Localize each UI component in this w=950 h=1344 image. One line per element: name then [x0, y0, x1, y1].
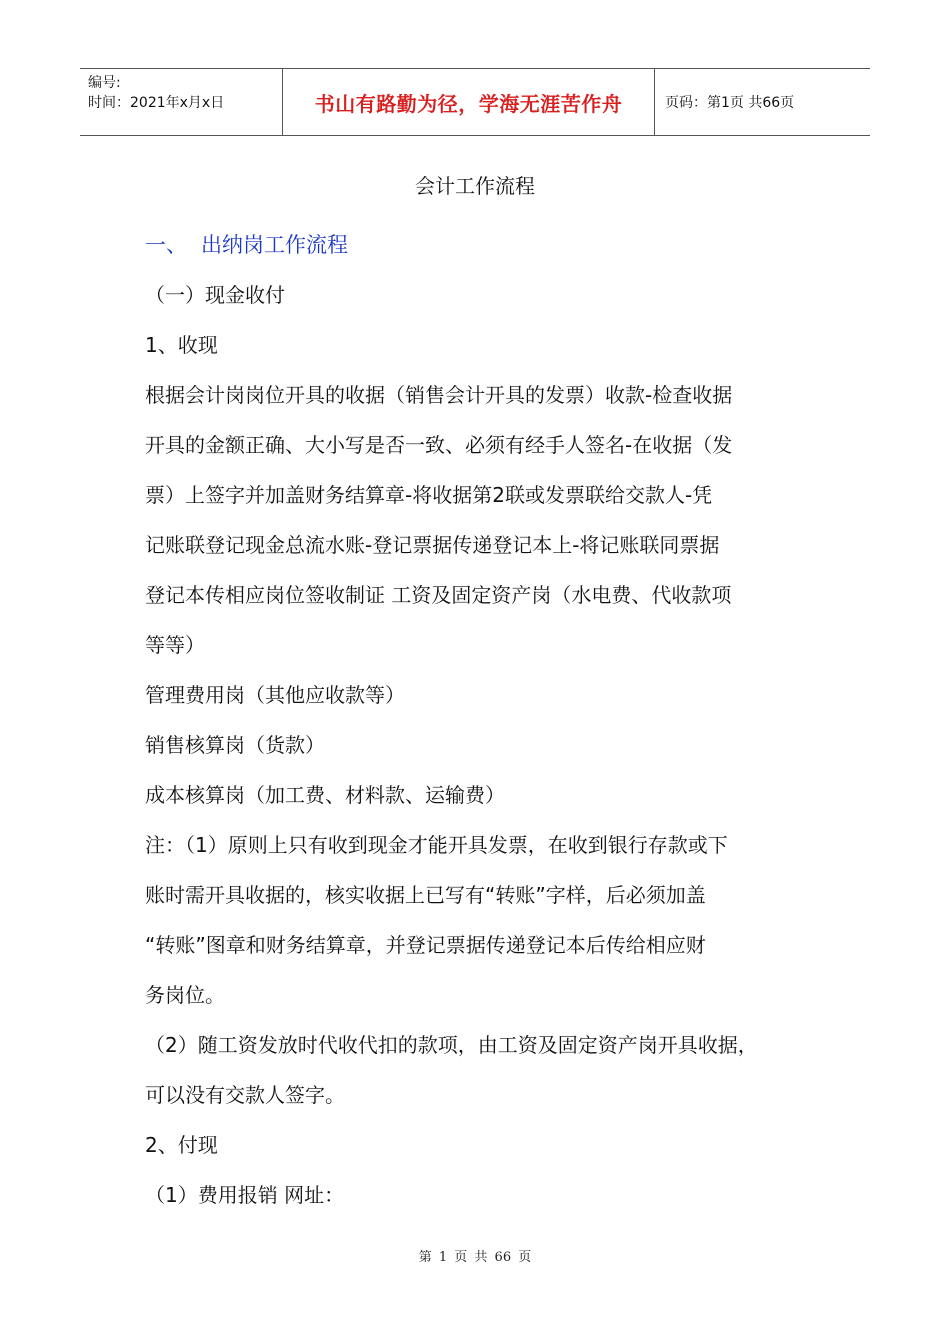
page-header	[80, 68, 870, 136]
paragraph-line: （1）费用报销 网址：	[145, 1183, 345, 1207]
page-footer: 第 1 页 共 66 页	[418, 1250, 532, 1265]
item-pay-cash: 2、付现	[145, 1133, 218, 1157]
document-body	[145, 220, 810, 1220]
subsection-cash: （一）现金收付	[145, 283, 285, 307]
paragraph-line: 根据会计岗岗位开具的收据（销售会计开具的发票）收款-检查收据	[145, 383, 733, 407]
item-receive-cash: 1、收现	[145, 333, 218, 357]
paragraph-line: 票）上签字并加盖财务结算章-将收据第2联或发票联给交款人-凭	[145, 483, 713, 507]
document-title: 会计工作流程	[415, 174, 535, 198]
header-meta	[80, 69, 282, 135]
note-line: （2）随工资发放时代收代扣的款项，由工资及固定资产岗开具收据，	[145, 1033, 758, 1057]
paragraph-line: 开具的金额正确、大小写是否一致、必须有经手人签名-在收据（发	[145, 433, 733, 457]
note-line: 务岗位。	[145, 983, 225, 1007]
paragraph-line: 成本核算岗（加工费、材料款、运输费）	[145, 783, 505, 807]
document-number-label: 编号:	[88, 75, 121, 91]
section-title: 出纳岗工作流程	[201, 233, 348, 257]
paragraph-line: 登记本传相应岗位签收制证 工资及固定资产岗（水电费、代收款项	[145, 583, 732, 607]
paragraph-line: 等等）	[145, 633, 205, 657]
note-line: 账时需开具收据的，核实收据上已写有“转账”字样，后必须加盖	[145, 883, 706, 907]
document-date: 时间：2021年x月x日	[88, 95, 225, 111]
section-number: 一、	[145, 233, 187, 257]
note-line: 注：（1）原则上只有收到现金才能开具发票，在收到银行存款或下	[145, 833, 728, 857]
section-heading	[145, 220, 810, 270]
header-page-cell	[655, 69, 870, 135]
header-motto: 书山有路勤为径，学海无涯苦作舟	[314, 91, 623, 116]
paragraph-line: 记账联登记现金总流水账-登记票据传递登记本上-将记账联同票据	[145, 533, 720, 557]
paragraph-line: 销售核算岗（货款）	[145, 733, 325, 757]
header-motto-cell	[282, 69, 655, 135]
note-line: 可以没有交款人签字。	[145, 1083, 345, 1107]
header-page-info: 页码：第1页 共66页	[665, 95, 795, 111]
note-line: “转账”图章和财务结算章，并登记票据传递登记本后传给相应财	[145, 933, 706, 957]
paragraph-line: 管理费用岗（其他应收款等）	[145, 683, 405, 707]
